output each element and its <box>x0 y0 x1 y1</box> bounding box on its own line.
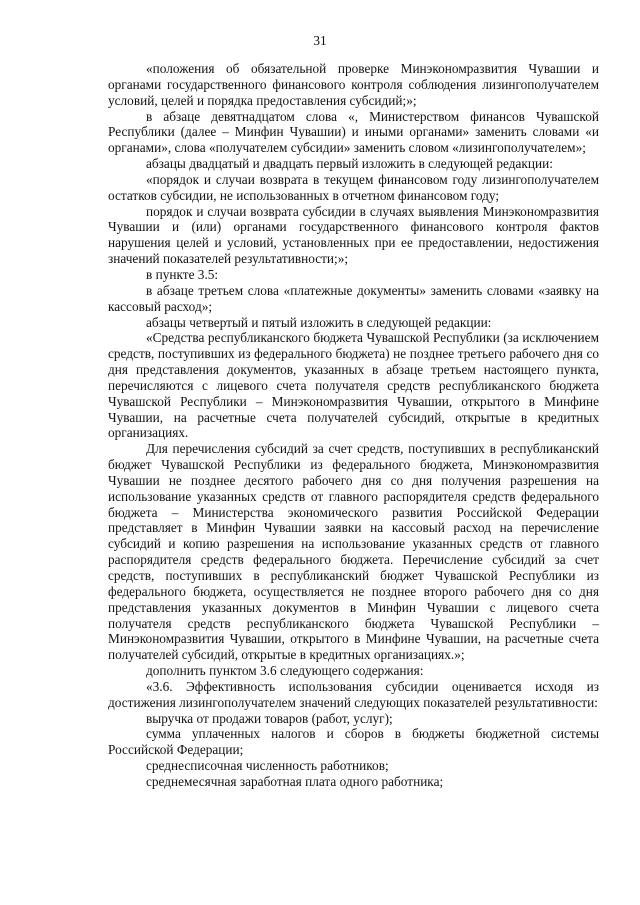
paragraph: «3.6. Эффективность использования субсидии оценивается исходя из достижения лизингополучателем значений следующих показателей результативности: <box>108 678 599 710</box>
paragraph: абзацы двадцатый и двадцать первый изложить в следующей редакции: <box>146 156 553 172</box>
paragraph: абзацы четвертый и пятый изложить в следующей редакции: <box>146 314 492 330</box>
paragraph: выручка от продажи товаров (работ, услуг); <box>146 710 393 726</box>
paragraph: в абзаце третьем слова «платежные документы» заменить словами «заявку на кассовый расход»; <box>108 282 599 314</box>
paragraph: «положения об обязательной проверке Минэкономразвития Чувашии и органами государственного финансового контроля соблюдения лизингополучателем условий, целей и порядка предоставления субсидий;»; <box>108 61 599 108</box>
paragraph: среднемесячная заработная плата одного работника; <box>146 773 444 789</box>
paragraph: «Средства республиканского бюджета Чувашской Республики (за исключением средств, поступивших из федерального бюджета) не позднее третьего рабочего дня со дня представления документов, указанных в абзаце третьем настоящего пункта, перечисляются с лицевого счета получателя средств республиканского бюджета Чувашской Республики – Минэкономразвития Чувашии, открытого в Минфине Чувашии, на расчетные счета получателей субсидий, открытые в кредитных организациях. <box>108 330 599 441</box>
paragraph: «порядок и случаи возврата в текущем финансовом году лизингополучателем остатков субсидии, не использованных в отчетном финансовом году; <box>108 171 599 203</box>
paragraph: среднесписочная численность работников; <box>146 758 389 774</box>
paragraph: порядок и случаи возврата субсидии в случаях выявления Минэкономразвития Чувашии и (или) органами государственного финансового контроля фактов нарушения целей и условий, установленных при ее предоставлении, недостижения значений показателей результативности;»; <box>108 203 599 267</box>
paragraph: в абзаце девятнадцатом слова «, Министерством финансов Чувашской Республики (далее – Минфин Чувашии) и иными органами» заменить словами «и органами», слова «получателем субсидии» заменить словом «лизингополучателем»; <box>108 108 599 156</box>
document-body <box>108 61 599 790</box>
page-number: 31 <box>313 33 327 48</box>
paragraph: Для перечисления субсидий за счет средств, поступивших в республиканский бюджет Чувашской Республики из федерального бюджета, Минэкономразвития Чувашии не позднее десятого рабочего дня со дня получения разрешения на использование указанных средств от главного распорядителя средств федерального бюджета – Министерства экономического развития Российской Федерации представляет в Минфин Чувашии заявки на кассовый расход на перечисление субсидий и копию разрешения на использование указанных средств от главного распорядителя средств федерального бюджета. Перечисление субсидий за счет средств, поступивших в республиканский бюджет Чувашской Республики из федерального бюджета, осуществляется не позднее второго рабочего дня со дня представления указанных документов в Минфин Чувашии с лицевого счета получателя средств республиканского бюджета Чувашской Республики – Минэкономразвития Чувашии, открытого в Минфине Чувашии, на расчетные счета получателей субсидий, открытые в кредитных организациях.»; <box>108 441 599 663</box>
paragraph: в пункте 3.5: <box>146 266 219 282</box>
paragraph: сумма уплаченных налогов и сборов в бюджеты бюджетной системы Российской Федерации; <box>108 726 599 758</box>
paragraph: дополнить пунктом 3.6 следующего содержания: <box>146 663 424 679</box>
